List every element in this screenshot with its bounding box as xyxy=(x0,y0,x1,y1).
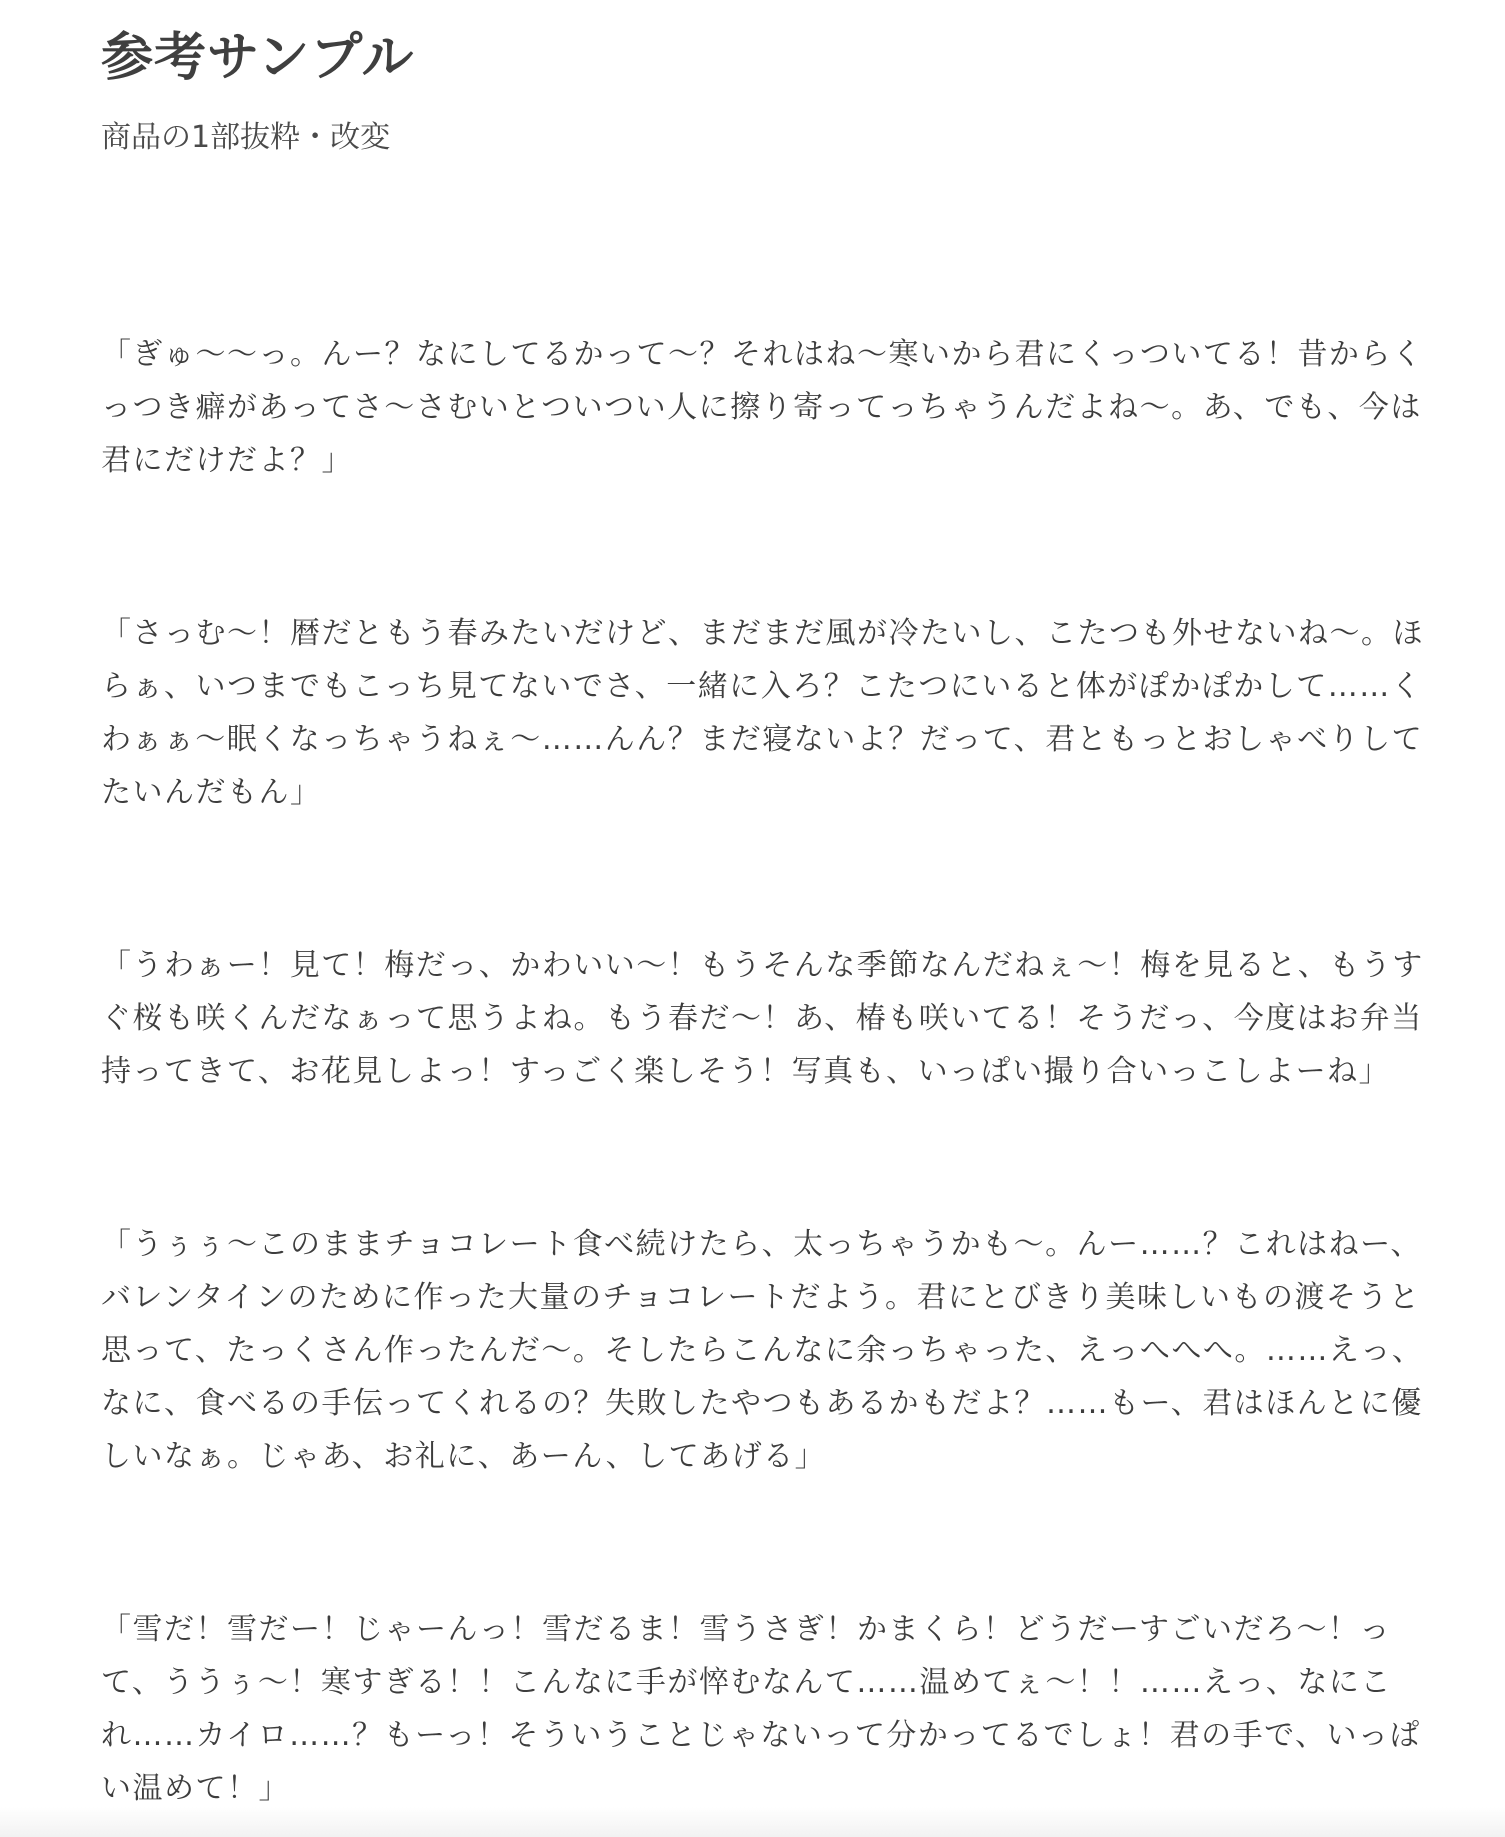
sample-list xyxy=(101,328,1446,1815)
page-title: 参考サンプル xyxy=(101,28,415,88)
sample-paragraph: 「さっむ〜！暦だともう春みたいだけど、まだまだ風が冷たいし、こたつも外せないね〜。ほらぁ、いつまでもこっち見てないでさ、一緒に入ろ？こたつにいると体がぽかぽかして……くわぁぁ〜眠くなっちゃうねぇ〜……んん？まだ寝ないよ？だって、君ともっとおしゃべりしてたいんだもん」 xyxy=(101,616,1424,810)
sample-paragraph: 「うぅぅ〜このままチョコレート食べ続けたら、太っちゃうかも〜。んー……？これはねー、バレンタインのために作った大量のチョコレートだよう。君にとびきり美味しいもの渡そうと思って、たっくさん作ったんだ〜。そしたらこんなに余っちゃった、えっへへへ。……えっ、なに、食べるの手伝ってくれるの？失敗したやつもあるかもだよ？……もー、君はほんとに優しいなぁ。じゃあ、お礼に、あーん、してあげる」 xyxy=(101,1227,1424,1474)
sample-paragraph: 「うわぁー！見て！梅だっ、かわいい〜！もうそんな季節なんだねぇ〜！梅を見ると、もうすぐ桜も咲くんだなぁって思うよね。もう春だ〜！あ、椿も咲いてる！そうだっ、今度はお弁当持ってきて、お花見しよっ！すっごく楽しそう！写真も、いっぱい撮り合いっこしよーね」 xyxy=(101,948,1424,1089)
bottom-fade xyxy=(0,1807,1505,1837)
sample-paragraph: 「雪だ！雪だー！じゃーんっ！雪だるま！雪うさぎ！かまくら！どうだーすごいだろ〜！って、ううぅ〜！寒すぎる！！こんなに手が悴むなんて……温めてぇ〜！！……えっ、なにこれ……カイロ……？もーっ！そういうことじゃないって分かってるでしょ！君の手で、いっぱい温めて！」 xyxy=(101,1612,1421,1806)
page-subtitle: 商品の1部抜粋・改変 xyxy=(101,120,391,155)
sample-paragraph: 「ぎゅ〜〜っ。んー？なにしてるかって〜？それはね〜寒いから君にくっついてる！昔からくっつき癖があってさ〜さむいとついつい人に擦り寄ってっちゃうんだよね〜。あ、でも、今は君にだけだよ？」 xyxy=(101,337,1424,478)
